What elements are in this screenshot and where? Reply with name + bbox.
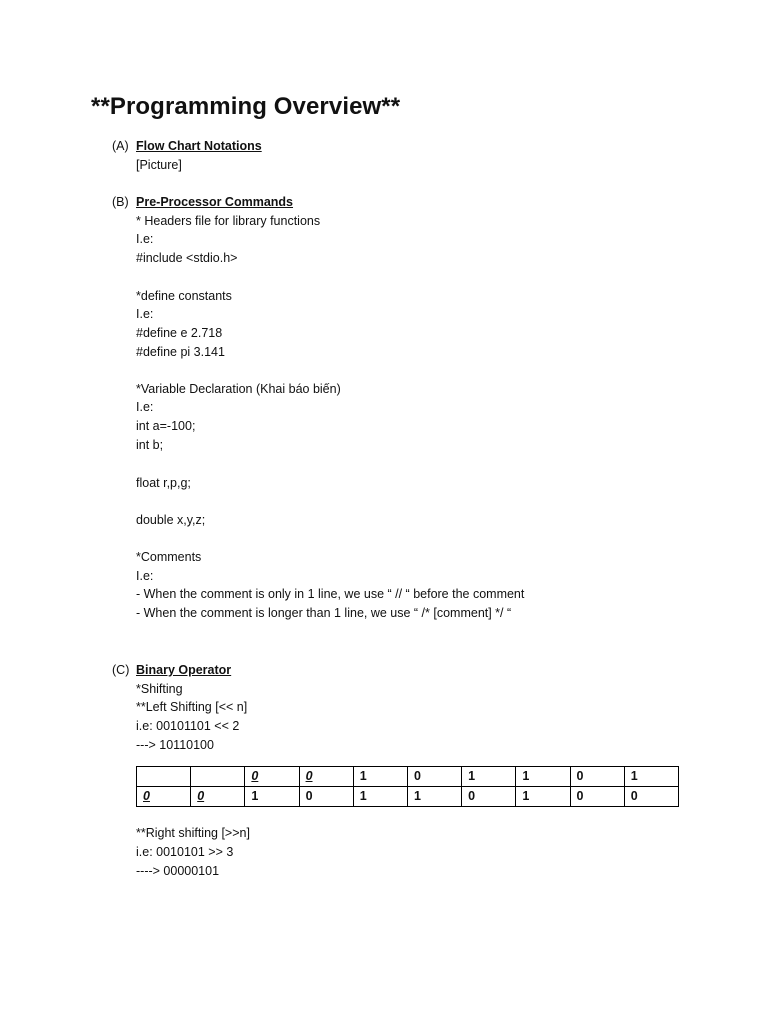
section-b-line: #include <stdio.h> bbox=[136, 251, 238, 265]
section-c-line: i.e: 0010101 >> 3 bbox=[136, 845, 234, 859]
table-cell: 1 bbox=[624, 767, 678, 787]
table-cell: 0 bbox=[570, 787, 624, 807]
section-b-line: I.e: bbox=[136, 232, 154, 246]
section-b-line: I.e: bbox=[136, 569, 154, 583]
section-b-line: - When the comment is only in 1 line, we use “ // “ before the comment bbox=[136, 587, 525, 601]
section-c-title: Binary Operator bbox=[136, 663, 232, 677]
section-b-line: - When the comment is longer than 1 line, we use “ /* [comment] */ “ bbox=[136, 606, 512, 620]
table-cell: 1 bbox=[245, 787, 299, 807]
section-c-line: **Left Shifting [<< n] bbox=[136, 700, 248, 714]
section-b-line: I.e: bbox=[136, 307, 154, 321]
section-b-line: *define constants bbox=[136, 289, 232, 303]
section-b-line: *Variable Declaration (Khai báo biến) bbox=[136, 382, 341, 396]
table-cell: 0 bbox=[570, 767, 624, 787]
table-cell bbox=[137, 767, 191, 787]
table-cell bbox=[191, 767, 245, 787]
section-b-line: #define e 2.718 bbox=[136, 326, 223, 340]
section-a-label: (A) bbox=[112, 139, 129, 153]
table-row bbox=[137, 767, 679, 787]
section-c-line: *Shifting bbox=[136, 682, 183, 696]
table-cell: 0 bbox=[299, 767, 353, 787]
section-c-line: **Right shifting [>>n] bbox=[136, 826, 250, 840]
table-cell: 1 bbox=[353, 787, 407, 807]
section-b-label: (B) bbox=[112, 195, 129, 209]
section-b-line: int b; bbox=[136, 438, 164, 452]
table-cell: 1 bbox=[353, 767, 407, 787]
section-c-line: ---> 10110100 bbox=[136, 738, 214, 752]
page-title: **Programming Overview** bbox=[91, 93, 401, 120]
table-cell: 1 bbox=[407, 787, 461, 807]
section-c-label: (C) bbox=[112, 663, 130, 677]
table-cell: 0 bbox=[624, 787, 678, 807]
table-cell: 0 bbox=[137, 787, 191, 807]
section-b-line: * Headers file for library functions bbox=[136, 214, 321, 228]
table-cell: 0 bbox=[191, 787, 245, 807]
section-b-title: Pre-Processor Commands bbox=[136, 195, 294, 209]
table-cell: 1 bbox=[516, 767, 570, 787]
bit-shift-table bbox=[136, 766, 679, 807]
table-cell: 1 bbox=[462, 767, 516, 787]
section-c-line: i.e: 00101101 << 2 bbox=[136, 719, 240, 733]
section-b-line: int a=-100; bbox=[136, 419, 196, 433]
section-b-line: float r,p,g; bbox=[136, 476, 191, 490]
section-a-line: [Picture] bbox=[136, 158, 182, 172]
section-a-title: Flow Chart Notations bbox=[136, 139, 262, 153]
section-b-line: double x,y,z; bbox=[136, 513, 206, 527]
section-b-line: #define pi 3.141 bbox=[136, 345, 225, 359]
table-cell: 0 bbox=[462, 787, 516, 807]
section-b-line: *Comments bbox=[136, 550, 202, 564]
table-row bbox=[137, 787, 679, 807]
table-cell: 0 bbox=[407, 767, 461, 787]
section-b-line: I.e: bbox=[136, 400, 154, 414]
table-cell: 0 bbox=[245, 767, 299, 787]
table-cell: 0 bbox=[299, 787, 353, 807]
table-cell: 1 bbox=[516, 787, 570, 807]
section-c-line: ----> 00000101 bbox=[136, 864, 220, 878]
